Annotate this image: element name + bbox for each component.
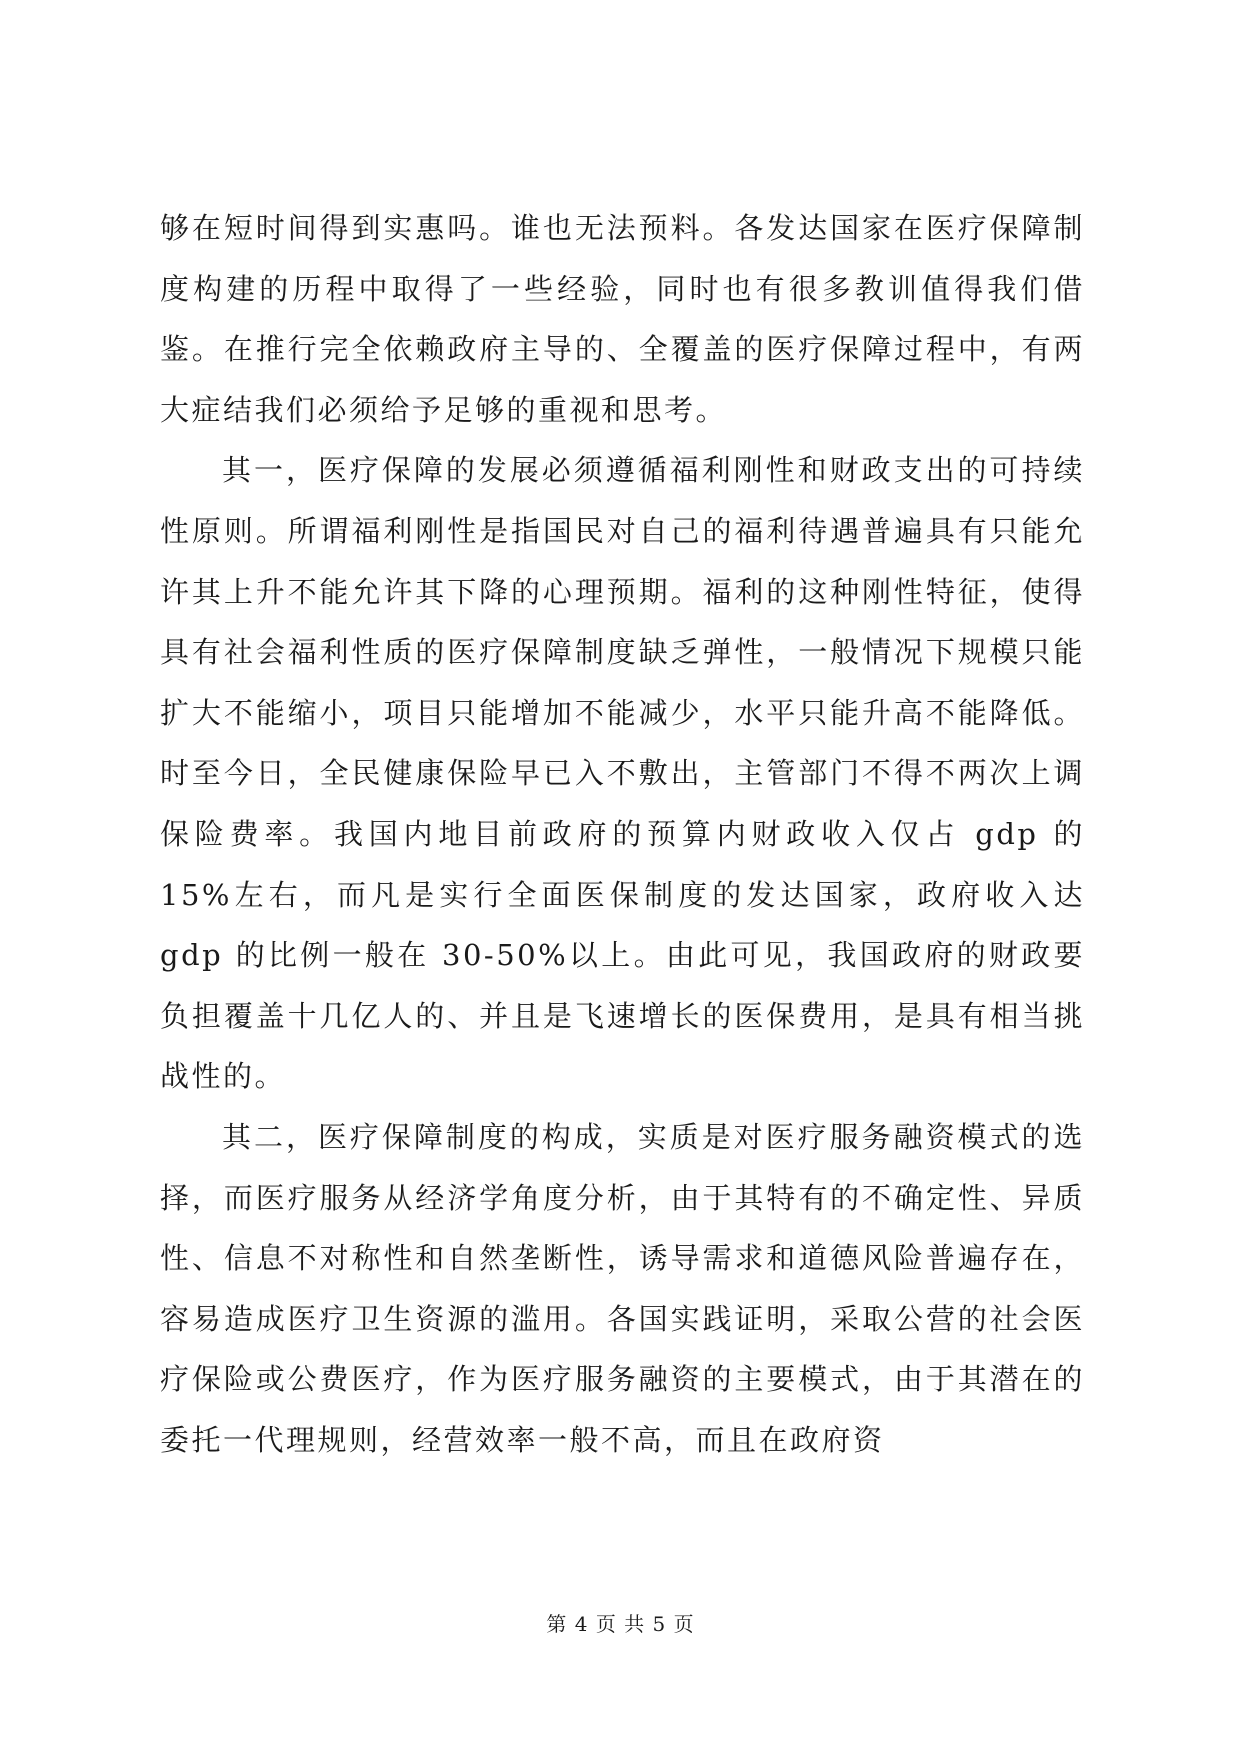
document-body	[160, 198, 1085, 1470]
paragraph-3: 其二，医疗保障制度的构成，实质是对医疗服务融资模式的选择，而医疗服务从经济学角度分析，由于其特有的不确定性、异质性、信息不对称性和自然垄断性，诱导需求和道德风险普遍存在，容易造成医疗卫生资源的滥用。各国实践证明，采取公营的社会医疗保险或公费医疗，作为医疗服务融资的主要模式，由于其潜在的委托一代理规则，经营效率一般不高，而且在政府资	[160, 1119, 1085, 1457]
paragraph-1: 够在短时间得到实惠吗。谁也无法预料。各发达国家在医疗保障制度构建的历程中取得了一些经验，同时也有很多教训值得我们借鉴。在推行完全依赖政府主导的、全覆盖的医疗保障过程中，有两大症结我们必须给予足够的重视和思考。	[160, 211, 1085, 427]
paragraph-2: 其一，医疗保障的发展必须遵循福利刚性和财政支出的可持续性原则。所谓福利刚性是指国民对自己的福利待遇普遍具有只能允许其上升不能允许其下降的心理预期。福利的这种刚性特征，使得具有社会福利性质的医疗保障制度缺乏弹性，一般情况下规模只能扩大不能缩小，项目只能增加不能减少，水平只能升高不能降低。时至今日，全民健康保险早已入不敷出，主管部门不得不两次上调保险费率。我国内地目前政府的预算内财政收入仅占 gdp 的 15%左右，而凡是实行全面医保制度的发达国家，政府收入达 gdp 的比例一般在 30-50%以上。由此可见，我国政府的财政要负担覆盖十几亿人的、并且是飞速增长的医保费用，是具有相当挑战性的。	[160, 453, 1085, 1094]
page-footer: 第 4 页 共 5 页	[546, 1612, 695, 1636]
